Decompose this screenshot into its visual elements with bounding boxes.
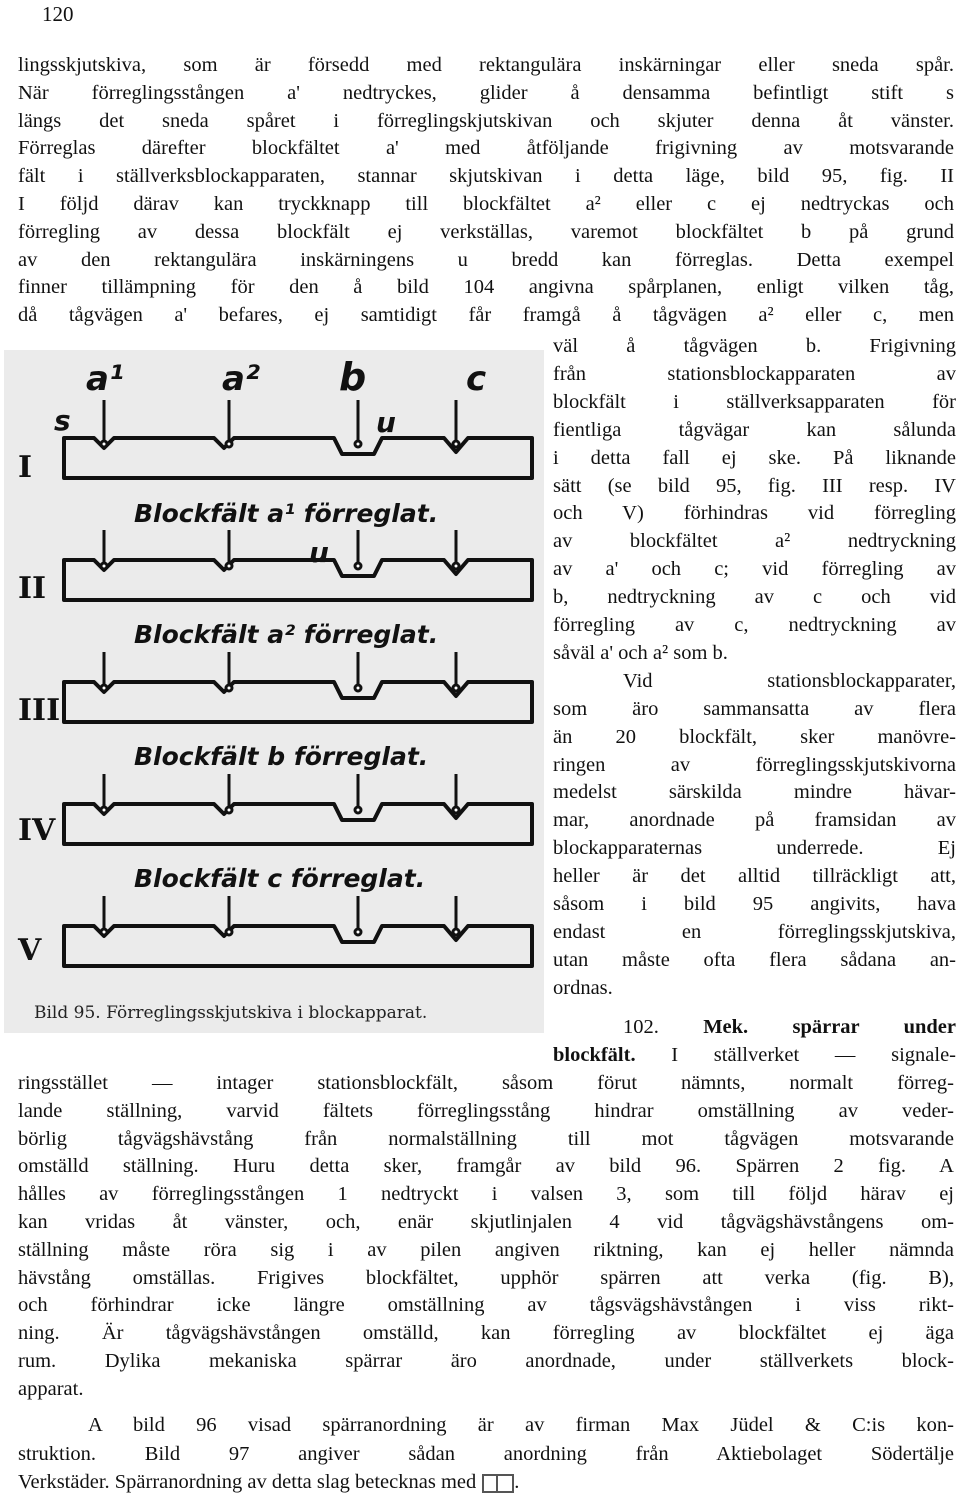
top-lines-line: förregling av dessa blockfält ej verkställas, varemot blockfältet b på grund (18, 220, 954, 243)
right-lines-line: fientliga tågvägar kan sålunda (553, 418, 956, 441)
figure-95 (4, 350, 544, 1033)
bottom-lines-line: ringsstället — intager stationsblockfält, såsom förut nämnts, normalt förreg- (18, 1072, 954, 1094)
bottom-lines-line: börlig tågvägshävstång från normalställning till mot tågvägen motsvarande (18, 1127, 954, 1150)
right-lines-line: medelst särskilda mindre hävar- (553, 781, 956, 804)
right-lines-line: än 20 blockfält, sker manövre- (553, 725, 956, 748)
figure-caption: Bild 95. Förreglingsskjutskiva i blockapparat. (34, 1003, 428, 1023)
right-lines-line: och V) förhindras vid förregling (553, 502, 956, 525)
bottom-lines-line: ställning måste röra sig i av pilen angiven riktning, kan ej heller nämnda (18, 1238, 954, 1261)
top-lines-line: fält i ställverksblockapparaten, stannar skjutskivan i detta läge, bild 95, fig. II (18, 165, 954, 188)
right-lines-line: b, nedtryckning av c och vid (553, 586, 956, 609)
right-lines-line: endast en förreglingsskjutskiva, (553, 920, 956, 943)
right-lines-line: sätt (se bild 95, fig. III resp. IV (553, 474, 956, 497)
roman-V: V (18, 933, 42, 968)
right-lines-line: såväl a' och a² som b. (553, 641, 728, 664)
block-symbol-icon (482, 1474, 514, 1493)
right-lines-line: av blockfältet a² nedtryckning (553, 530, 956, 553)
caption-c: Blockfält c förreglat. (134, 864, 426, 893)
right-lines-line: såsom i bild 95 angivits, hava (553, 893, 956, 915)
fig-label-u-1: u (376, 406, 396, 439)
right-lines-line: blockapparaternas underrede. Ej (553, 837, 956, 860)
roman-I: I (18, 450, 33, 485)
bar-V (64, 926, 532, 966)
bottom-lines-line: ning. Är tågvägshävstången omställd, kan förregling av blockfältet ej äga (18, 1322, 954, 1345)
right-lines-line: i detta fall ej ske. På liknande (553, 446, 956, 469)
fig-label-a2: a² (222, 359, 260, 399)
final-lines-line: struktion. Bild 97 angiver sådan anordning från Aktiebolaget Södertälje (18, 1442, 954, 1465)
right-lines-line: förregling av c, nedtryckning av (553, 614, 956, 636)
bar-III (64, 682, 532, 722)
bar-II (64, 560, 532, 600)
fig-label-b: b (339, 355, 367, 399)
right-lines-line: Vid stationsblockapparater, (623, 669, 956, 692)
right-lines-line: mar, anordnade på framsidan av (553, 809, 956, 832)
section-heading-line-2 (553, 1042, 956, 1069)
bottom-lines-line: och förhindrar icke längre omställning av tågsvägshävstången i viss rikt- (18, 1294, 954, 1317)
right-lines-line: blockfält i ställverksapparaten för (553, 390, 956, 413)
bottom-lines-line: omställd ställning. Huru detta sker, framgår av bild 96. Spärren 2 fig. A (18, 1155, 954, 1178)
fig-label-u-2: u (309, 536, 329, 569)
right-lines-line: av a' och c; vid förregling av (553, 558, 956, 581)
right-lines-line: väl å tågvägen b. Frigivning (553, 335, 956, 357)
caption-a1: Blockfält a¹ förreglat. (134, 499, 439, 528)
caption-a2: Blockfält a² förreglat. (134, 620, 439, 649)
top-lines-line: av den rektangulära inskärningens u bredd kan förreglas. Detta exempel (18, 248, 954, 271)
top-lines-line: lingsskjutskiva, som är försedd med rektangulära inskärningar eller sneda spår. (18, 54, 954, 76)
bottom-lines-line: kan vridas åt vänster, och, enär skjutlinjalen 4 vid tågvägshävstångens om- (18, 1211, 954, 1233)
fig-label-c: c (466, 359, 487, 399)
bottom-lines-line: hävstång omställas. Frigives blockfältet, upphör spärren att verka (fig. B), (18, 1266, 954, 1289)
figure-drawing (4, 350, 544, 1033)
caption-b: Blockfält b förreglat. (134, 742, 429, 771)
right-lines-line: ordnas. (553, 976, 613, 999)
roman-IV: IV (18, 813, 56, 848)
fig-label-a1: a¹ (86, 359, 124, 399)
page-number: 120 (42, 2, 74, 26)
right-lines-line: ringen av förreglingsskjutskivorna (553, 753, 956, 776)
bar-IV (64, 804, 532, 844)
bottom-lines-line: apparat. (18, 1377, 84, 1400)
bottom-lines-line: hålles av förreglingsstången 1 nedtryckt i valsen 3, som till följd härav ej (18, 1183, 954, 1206)
final-lines-line: Verkstäder. Spärranordning av detta slag betecknas med . (18, 1471, 520, 1493)
roman-II: II (18, 571, 47, 606)
top-lines-line: finner tillämpning för den å bild 104 angivna spårplanen, enligt vilken tåg, (18, 276, 954, 299)
bottom-lines-line: rum. Dylika mekaniska spärrar äro anordnade, under ställverkets block- (18, 1350, 954, 1372)
top-lines-line: längs det sneda spåret i förreglingskjutskivan och skjuter denna åt vänster. (18, 109, 954, 132)
fig-label-s: s (54, 404, 71, 437)
top-lines-line: då tågvägen a' befares, ej samtidigt får framgå å tågvägen a² eller c, men (18, 304, 954, 327)
section-title-2: blockfält. (553, 1044, 636, 1066)
bottom-lines-line: lande ställning, varvid fältets förreglingsstång hindrar omställning av veder- (18, 1099, 954, 1122)
top-lines-line: I följd därav kan tryckknapp till blockfältet a² eller c ej nedtryckas och (18, 193, 954, 215)
right-lines-line: som äro sammansatta av flera (553, 697, 956, 720)
section-number: 102. (623, 1016, 659, 1038)
roman-III: III (18, 693, 61, 728)
right-lines-line: heller är det alltid tillräckligt att, (553, 865, 956, 888)
section-heading-rest: I ställverket — signale- (671, 1044, 956, 1066)
right-lines-line: utan måste ofta flera sådana an- (553, 948, 956, 971)
section-title-1: Mek. spärrar under (703, 1016, 956, 1038)
top-lines-line: När förreglingsstången a' nedtryckes, glider å densamma befintligt stift s (18, 81, 954, 104)
section-heading-line-1 (553, 1014, 956, 1041)
top-lines-line: Förreglas därefter blockfältet a' med åtföljande frigivning av motsvarande (18, 137, 954, 160)
final-suffix: . (514, 1471, 520, 1493)
final-lines-line: A bild 96 visad spärranordning är av firman Max Jüdel & C:is kon- (88, 1414, 954, 1436)
bar-I (64, 438, 532, 478)
right-lines-line: från stationsblockapparaten av (553, 362, 956, 385)
